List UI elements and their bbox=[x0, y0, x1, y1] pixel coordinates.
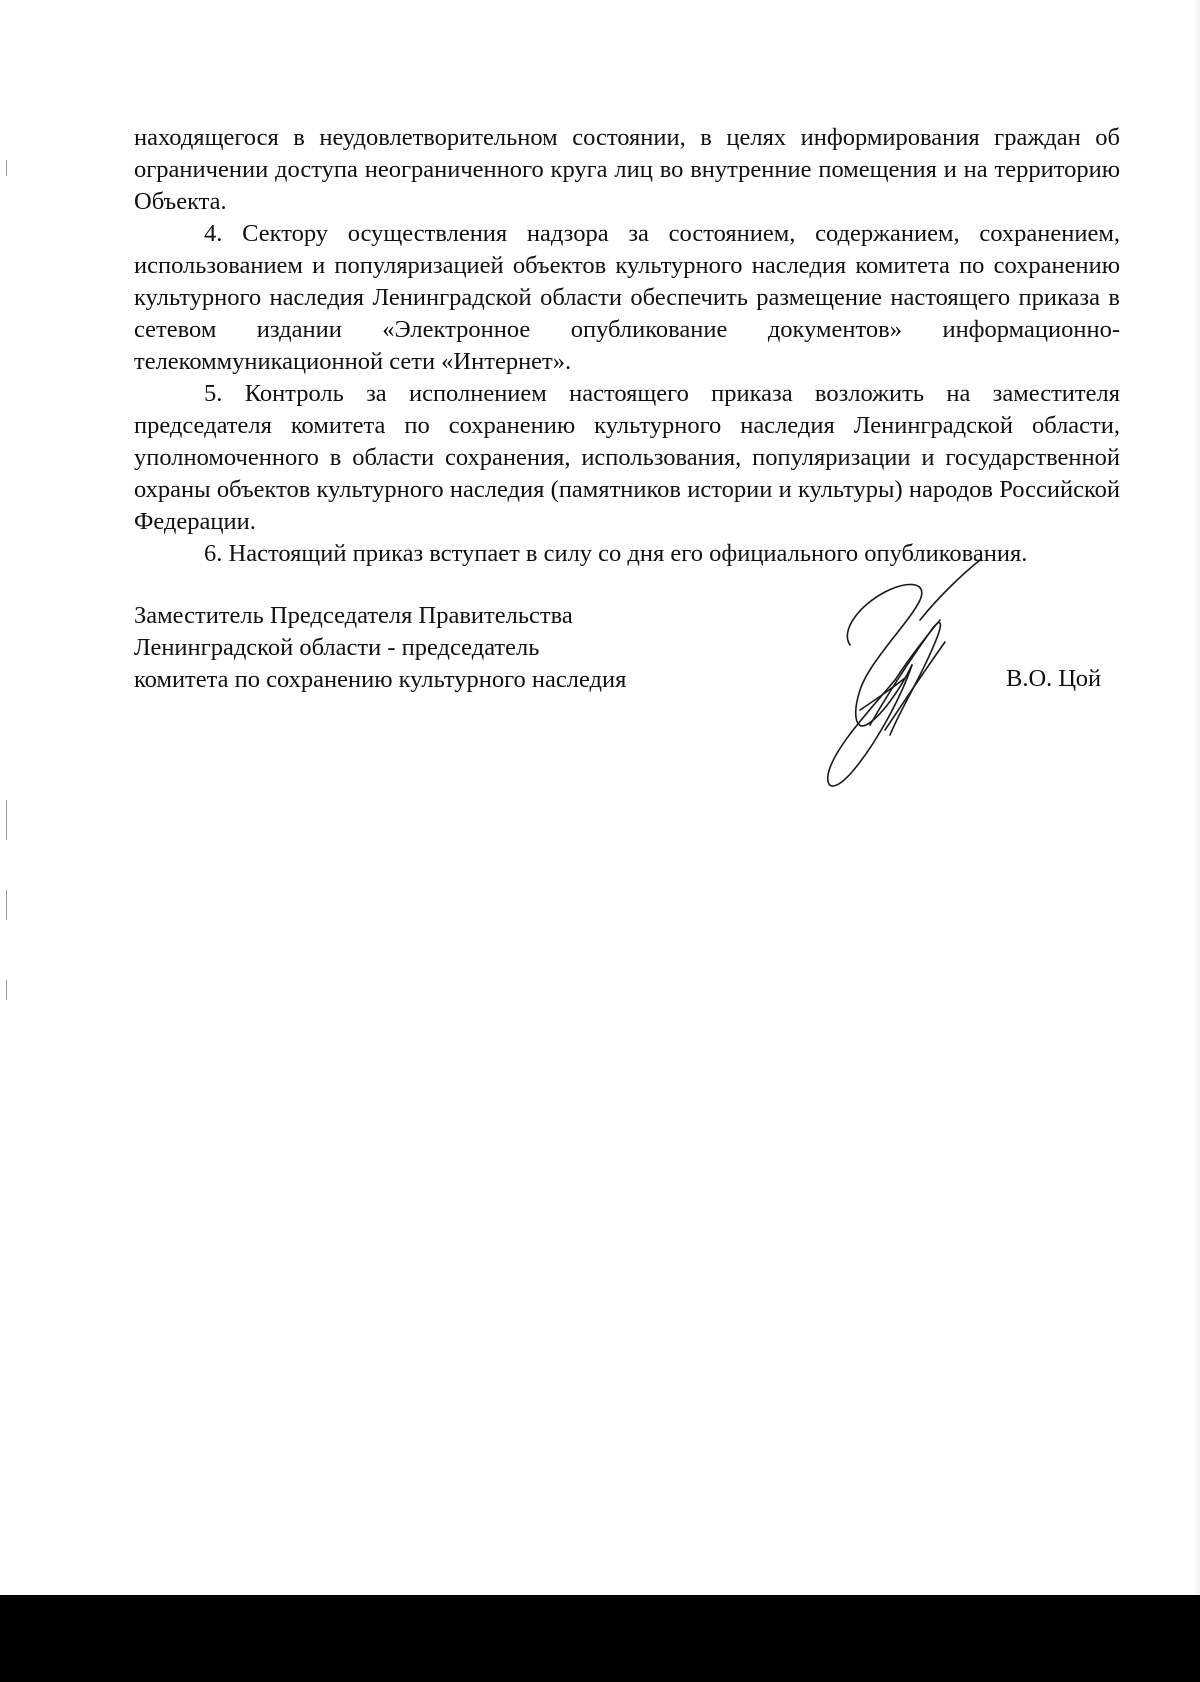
paragraph-6: 6. Настоящий приказ вступает в силу со дня его официального опубликования. bbox=[204, 540, 1028, 567]
paragraph-continuation: находящегося в неудовлетворительном состоянии, в целях информирования граждан об ограничении доступа неограниченного круга лиц во внутренние помещения и на территорию Объекта. bbox=[134, 124, 1120, 215]
paragraph-5: 5. Контроль за исполнением настоящего приказа возложить на заместителя председателя комитета по сохранению культурного наследия Ленинградской области, уполномоченного в области сохранения, использования, популяризации и государственной охраны объектов культурного наследия (памятников истории и культуры) народов Российской Федерации. bbox=[134, 380, 1120, 535]
position-line-3: комитета по сохранению культурного наследия bbox=[134, 666, 627, 693]
document-body bbox=[134, 122, 1120, 570]
scan-artifact bbox=[6, 980, 7, 1000]
scan-bottom-shadow bbox=[0, 1595, 1200, 1682]
position-line-2: Ленинградской области - председатель bbox=[134, 634, 540, 661]
scan-artifact bbox=[6, 890, 7, 920]
position-line-1: Заместитель Председателя Правительства bbox=[134, 602, 573, 629]
signatory-position bbox=[134, 600, 626, 696]
handwritten-signature bbox=[800, 560, 1020, 800]
signatory-name: В.О. Цой bbox=[1006, 665, 1102, 692]
scan-artifact bbox=[6, 800, 7, 840]
paragraph-4: 4. Сектору осуществления надзора за состоянием, содержанием, сохранением, использованием и популяризацией объектов культурного наследия комитета по сохранению культурного наследия Ленинградской области обеспечить размещение настоящего приказа в сетевом издании «Электронное опубликование документов» информационно-телекоммуникационной сети «Интернет». bbox=[134, 220, 1120, 375]
scan-right-edge bbox=[1192, 0, 1200, 1682]
scan-artifact bbox=[6, 160, 7, 176]
